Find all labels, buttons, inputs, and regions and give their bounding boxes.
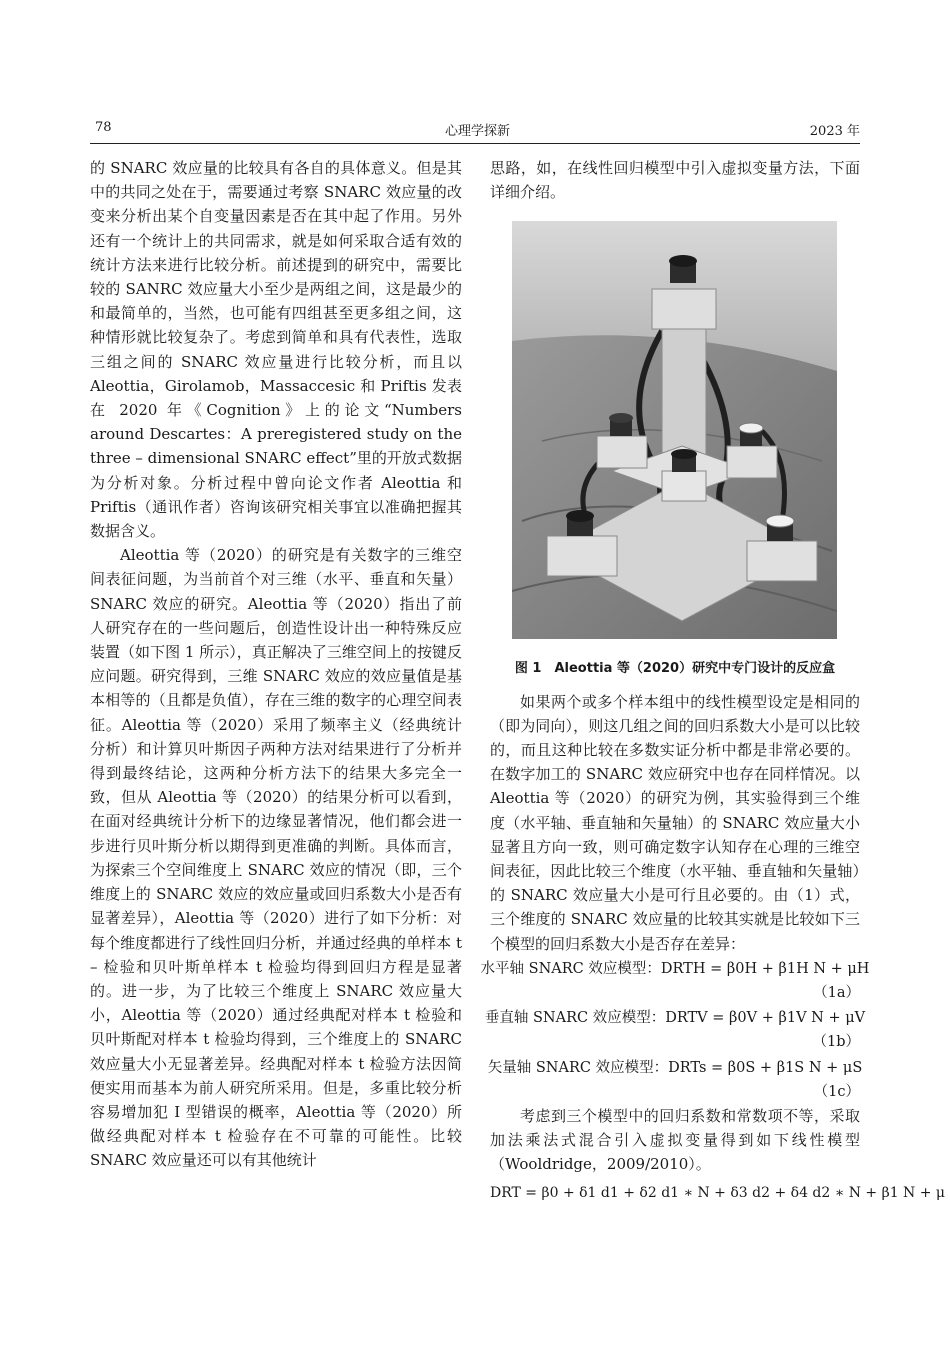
equation-1a: 水平轴 SNARC 效应模型：DRTH = β0H + β1H N + μH	[480, 960, 870, 977]
paragraph-aleottia-study: Aleottia 等（2020）的研究是有关数字的三维空间表征问题，为当前首个对三维（水平、垂直和矢量）SNARC 效应的研究。Aleottia 等（2020）指出了前人研究存在的一些问题后，创造性设计出一种特殊反应装置（如下图 1 所示），真正解决了三维空间上的按键反应问题。研究得到，三维 SNARC 效应的效应量值是基本相等的（且都是负值），存在三维的数字的心理空间表征。Aleottia 等（2020）采用了频率主义（经典统计分析）和计算贝叶斯因子两种方法对结果进行了分析并得到最终结论，这两种分析方法下的结果大多完全一致，但从 Aleottia 等（2020）的结果分析可以看到，在面对经典统计分析下的边缘显著情况，他们都会进一步进行贝叶斯分析以期得到更准确的判断。具体而言，为探索三个空间维度上 SNARC 效应的情况（即，三个维度上的 SNARC 效应的效应量或回归系数大小是否有显著差异），Aleottia 等（2020）进行了如下分析：对每个维度都进行了线性回归分析，并通过经典的单样本 t – 检验和贝叶斯单样本 t 检验均得到回归方程是显著的。进一步，为了比较三个维度上 SNARC 效应量大小，Aleottia 等（2020）通过经典配对样本 t 检验和贝叶斯配对样本 t 检验均得到，三个维度上的 SNARC 效应量大小无显著差异。经典配对样本 t 检验方法因简便实用而基本为前人研究所采用。但是，多重比较分析容易增加犯 I 型错误的概率，Aleottia 等（2020）所做经典配对样本 t 检验存在不可靠的可能性。比较 SNARC 效应量还可以有其他统计	[90, 546, 462, 1170]
running-header	[95, 120, 860, 142]
end-block-right	[747, 541, 817, 581]
left-column	[90, 156, 462, 1173]
center-block	[662, 471, 706, 501]
paragraph-dummy-variable: 考虑到三个模型中的回归系数和常数项不等，采取加法乘法式混合引入虚拟变量得到如下线性模型（Wooldridge，2009/2010）。	[490, 1107, 860, 1174]
equation-1b: 垂直轴 SNARC 效应模型：DRTV = β0V + β1V N + μV	[484, 1010, 866, 1027]
button-left	[566, 510, 594, 536]
header-rule	[90, 143, 860, 144]
button-right	[766, 515, 794, 541]
button-top	[669, 255, 697, 283]
paragraph-continuation: 的 SNARC 效应量的比较具有各自的具体意义。但是其中的共同之处在于，需要通过考察 SNARC 效应量的改变来分析出某个自变量因素是否在其中起了作用。另外还有一个统计上的共同需求，就是如何采取合适有效的统计方法来进行比较分析。前述提到的研究中，需要比较的 SANRC 效应量大小至少是两组之间，这是最少的和最简单的，当然，也可能有四组甚至更多组之间，这种情形就比较复杂了。考虑到简单和具有代表性，选取三组之间的 SNARC 效应量进行比较分析，而且以 Aleottia，Girolamob，Massaccesic 和 Priftis 发表在 2020 年《Cognition》上的论文“Numbers around Descartes：A preregistered study on the three – dimensional SNARC effect”里的开放式数据为分析对象。分析过程中曾向论文作者 Aleottia 和 Priftis（通讯作者）咨询该研究相关事宜以准确把握其数据含义。	[90, 159, 462, 541]
end-block-back-left	[597, 436, 647, 468]
paragraph-method-intro: 思路，如，在线性回归模型中引入虚拟变量方法，下面详细介绍。	[490, 159, 860, 202]
equation-1c: 矢量轴 SNARC 效应模型：DRTs = β0S + β1S N + μS	[487, 1059, 863, 1076]
figure-caption: 图 1 Aleottia 等（2020）研究中专门设计的反应盒	[514, 661, 836, 677]
end-block-left	[547, 536, 617, 576]
paragraph-comparison: 如果两个或多个样本组中的线性模型设定是相同的（即为同向），则这几组之间的回归系数大小是可以比较的，而且这种比较在多数实证分析中都是非常必要的。在数字加工的 SNARC 效应研究中也存在同样情况。以 Aleottia 等（2020）的研究为例，其实验得到三个维度（水平轴、垂直轴和矢量轴）的 SNARC 效应量大小显著且方向一致，则可确定数字认知存在心理的三维空间表征，因此比较三个维度（水平轴、垂直轴和矢量轴）的 SNARC 效应量大小是可行且必要的。由（1）式，三个维度的 SNARC 效应量的比较其实就是比较如下三个模型的回归系数大小是否存在差异：	[490, 692, 860, 953]
response-box-illustration	[512, 221, 837, 639]
top-block	[652, 289, 716, 329]
equation-number-1a: （1a）	[813, 985, 860, 1002]
button-back-right	[739, 423, 763, 446]
button-back-left	[609, 413, 633, 436]
end-block-back-right	[727, 446, 777, 478]
page-number: 78	[95, 120, 112, 135]
right-column	[480, 156, 946, 1205]
figure-response-box-photo	[512, 221, 837, 639]
equation-combined-model: DRT = β0 + δ1 d1 + δ2 d1 ∗ N + δ3 d2 + δ4 d2 ∗ N + β1 N + μ	[490, 1184, 946, 1201]
equation-number-1b: （1b）	[812, 1034, 860, 1051]
equation-number-1c: （1c）	[813, 1083, 860, 1100]
publication-year: 2023 年	[809, 124, 860, 139]
journal-name: 心理学探新	[444, 124, 510, 139]
button-center	[671, 449, 697, 472]
